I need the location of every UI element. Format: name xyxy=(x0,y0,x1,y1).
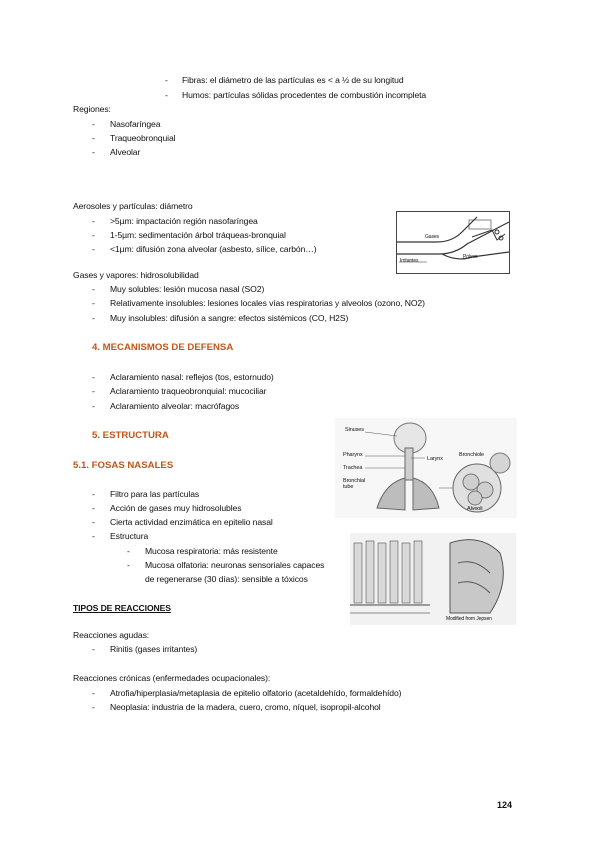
nasal-item: Cierta actividad enzimática en epitelio nasal xyxy=(110,517,273,527)
fig2-label: Trachea xyxy=(343,465,363,471)
acute-item: Rinitis (gases irritantes) xyxy=(110,644,198,654)
structure-sub-item: Mucosa olfatoria: neuronas sensoriales capaces xyxy=(145,560,325,570)
nasal-mucosa-svg xyxy=(350,533,516,625)
fig1-label: Polvos xyxy=(463,254,478,260)
region-item: Nasofaríngea xyxy=(110,119,161,129)
bullet-dash: - xyxy=(92,401,95,411)
gas-item: Relativamente insolubles: lesiones locales vías respiratorias y alveolos (ozono, NO2) xyxy=(110,298,425,308)
defense-item: Aclaramiento traqueobronquial: mucociliar xyxy=(110,386,267,396)
nasal-item: Filtro para las partículas xyxy=(110,489,200,499)
defense-item: Aclaramiento alveolar: macrófagos xyxy=(110,401,240,411)
fig2-label: Bronchiole xyxy=(459,452,484,458)
respiratory-system-figure xyxy=(335,418,517,518)
section-4-heading: 4. MECANISMOS DE DEFENSA xyxy=(92,342,234,353)
chronic-item: Atrofia/hiperplasia/metaplasia de epitelio olfatorio (acetaldehído, formaldehído) xyxy=(110,688,402,698)
bullet-dash: - xyxy=(92,147,95,157)
bullet-dash: - xyxy=(92,644,95,654)
gas-item: Muy insolubles: difusión a sangre: efectos sistémicos (CO, H2S) xyxy=(110,313,349,323)
fig1-label: Gases xyxy=(425,234,439,240)
region-item: Traqueobronquial xyxy=(110,133,176,143)
humos-item: Humos: partículas sólidas procedentes de combustión incompleta xyxy=(182,90,427,100)
page-number: 124 xyxy=(496,800,512,810)
section-5-1-heading: 5.1. FOSAS NASALES xyxy=(73,460,174,471)
bullet-dash: - xyxy=(92,386,95,396)
reactions-heading: TIPOS DE REACCIONES xyxy=(73,603,171,613)
aerosol-item: <1µm: difusión zona alveolar (asbesto, sílice, carbón…) xyxy=(110,244,317,254)
bullet-dash: - xyxy=(92,503,95,513)
fig2-label: Sinuses xyxy=(345,427,364,433)
bullet-dash: - xyxy=(92,298,95,308)
fig2-label: Alveoli xyxy=(467,506,483,512)
structure-sub-item-cont: de regenerarse (30 días): sensible a tóxicos xyxy=(145,574,308,584)
bullet-dash: - xyxy=(92,688,95,698)
nasal-item: Acción de gases muy hidrosolubles xyxy=(110,503,242,513)
bullet-dash: - xyxy=(92,216,95,226)
bullet-dash: - xyxy=(92,517,95,527)
defense-item: Aclaramiento nasal: reflejos (tos, estornudo) xyxy=(110,372,274,382)
airway-deposition-figure xyxy=(396,211,510,274)
fig1-label: Irritantes xyxy=(400,258,419,264)
structure-sub-item: Mucosa respiratoria: más resistente xyxy=(145,546,278,556)
nasal-item: Estructura xyxy=(110,531,149,541)
bullet-dash: - xyxy=(92,531,95,541)
bullet-dash: - xyxy=(92,313,95,323)
aerosol-item: 1-5µm: sedimentación árbol tráqueas-bronquial xyxy=(110,230,286,240)
fig3-label: Modified from Jepsen xyxy=(446,616,492,622)
gas-item: Muy solubles: lesión mucosa nasal (SO2) xyxy=(110,284,265,294)
bullet-dash: - xyxy=(92,230,95,240)
fig2-label: Bronchial tube xyxy=(343,478,366,490)
aerosols-title: Aerosoles y partículas: diámetro xyxy=(73,201,193,211)
section-5-heading: 5. ESTRUCTURA xyxy=(92,430,169,441)
regions-title: Regiones: xyxy=(73,104,111,114)
aerosol-item: >5µm: impactación región nasofaríngea xyxy=(110,216,258,226)
chronic-item: Neoplasia: industria de la madera, cuero, cromo, níquel, isopropil-alcohol xyxy=(110,702,381,712)
bullet-dash: - xyxy=(92,133,95,143)
bullet-dash: - xyxy=(92,284,95,294)
respiratory-diagram-svg xyxy=(335,418,517,518)
bullet-dash: - xyxy=(92,372,95,382)
bullet-dash: - xyxy=(92,702,95,712)
bullet-dash: - xyxy=(127,546,130,556)
bullet-dash: - xyxy=(92,489,95,499)
fig2-label: Pharynx xyxy=(343,452,363,458)
bullet-dash: - xyxy=(127,560,130,570)
chronic-title: Reacciones crónicas (enfermedades ocupacionales): xyxy=(73,673,271,683)
bullet-dash: - xyxy=(165,90,168,100)
fig2-label: Larynx xyxy=(427,456,443,462)
acute-title: Reacciones agudas: xyxy=(73,630,150,640)
bullet-dash: - xyxy=(165,75,168,85)
bullet-dash: - xyxy=(92,244,95,254)
bullet-dash: - xyxy=(92,119,95,129)
gases-title: Gases y vapores: hidrosolubilidad xyxy=(73,270,199,280)
region-item: Alveolar xyxy=(110,147,141,157)
fibras-item: Fibras: el diámetro de las partículas es < a ½ de su longitud xyxy=(182,75,404,85)
nasal-mucosa-figure xyxy=(350,533,516,625)
